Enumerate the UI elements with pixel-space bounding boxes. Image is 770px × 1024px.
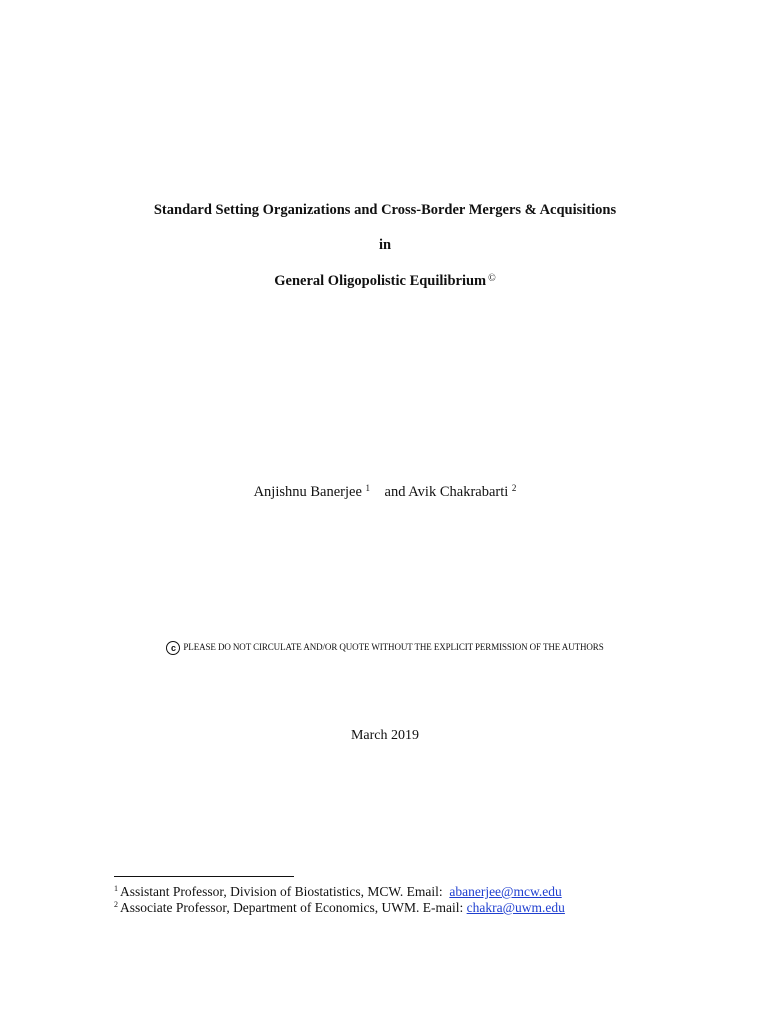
footnote-divider [114, 876, 294, 877]
footnote-2-text: Associate Professor, Department of Economics, UWM. E-mail: [120, 900, 464, 915]
author-1-name: Anjishnu Banerjee [253, 484, 362, 500]
author-2-footnote-mark: 2 [511, 483, 517, 493]
publication-date [0, 728, 770, 744]
author-2-name: and Avik Chakrabarti [384, 484, 509, 500]
date-text: March 2019 [350, 728, 420, 743]
title-line-2 [0, 237, 770, 254]
footnote-1-mark: 1 [114, 884, 118, 893]
footnote-1 [114, 884, 562, 900]
circulation-notice [0, 641, 770, 655]
author-1-footnote-mark: 1 [365, 483, 371, 493]
title-text-2: in [378, 237, 392, 253]
author-line [0, 484, 770, 501]
notice-text: PLEASE DO NOT CIRCULATE AND/OR QUOTE WITHOUT THE EXPLICIT PERMISSION OF THE AUTHORS [183, 642, 604, 653]
copyright-mark: © [488, 273, 496, 284]
footnote-2 [114, 900, 565, 916]
title-text-3: General Oligopolistic Equilibrium [274, 273, 487, 289]
title-line-3 [0, 273, 770, 290]
footnote-1-email-link[interactable]: abanerjee@mcw.edu [449, 884, 562, 899]
footnote-2-mark: 2 [114, 900, 118, 909]
title-line-1 [0, 202, 770, 219]
title-text-1: Standard Setting Organizations and Cross-Border Mergers & Acquisitions [153, 202, 617, 218]
footnote-2-email-link[interactable]: chakra@uwm.edu [466, 900, 565, 915]
copyright-circle-icon: c [166, 641, 180, 655]
footnote-1-text: Assistant Professor, Division of Biostatistics, MCW. Email: [120, 884, 443, 899]
